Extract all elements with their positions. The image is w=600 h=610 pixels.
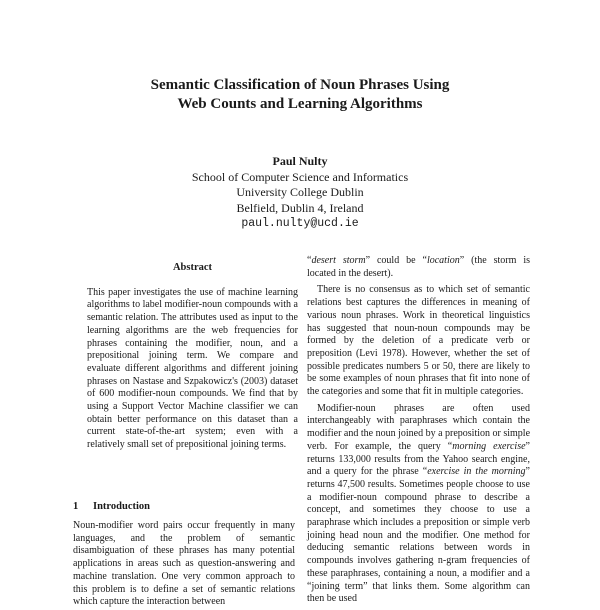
abstract-text: This paper investigates the use of machine learning algorithms to label modifier-noun compounds with a semantic relation. The attributes used as input to the learning algorithms are the web frequencies for phrases containing the modifier, noun, and a prepositional joining term. We compare and evaluate different algorithms and different joining phrases on Nastase and Szpakowicz's (2003) dataset of 600 modifier-noun compounds. We find that by using a Support Vector Machine classifier we can obtain better performance on this dataset than a current state-of-the-art system; even with a relatively small set of prepositional joining terms. bbox=[87, 286, 298, 451]
affiliation-line-3: Belfield, Dublin 4, Ireland bbox=[236, 200, 364, 215]
affiliation-line-2: University College Dublin bbox=[236, 185, 364, 199]
abstract-heading: Abstract bbox=[172, 262, 213, 273]
title-line-1: Semantic Classification of Noun Phrases Using bbox=[150, 77, 450, 93]
quote-exercise-in-the-morning: exercise in the morning bbox=[427, 466, 526, 478]
author-email: paul.nulty@ucd.ie bbox=[241, 217, 359, 230]
paper-title bbox=[60, 76, 540, 114]
quote-desert-storm: desert storm bbox=[311, 255, 366, 266]
right-column bbox=[307, 255, 530, 610]
paragraph-3 bbox=[307, 403, 530, 606]
paragraph-1: “desert storm” could be “location” (the storm is located in the desert). bbox=[307, 255, 530, 279]
abstract-section bbox=[87, 262, 298, 452]
p3-part-c: ” returns 47,500 results. Sometimes people choose to use a modifier-noun compound phrase to describe a concept, and sometimes they choose to use a paraphrase which includes a preposition or simple verb joining head noun and the modifier. One method for deducing semantic relations between words in compounds involves gathering n-gram frequencies of these paraphrases, containing a noun, a modifier and a “joining term” that links them. Some algorithm can then be used bbox=[307, 466, 530, 605]
quote-location: location bbox=[426, 255, 460, 266]
introduction-text: Noun-modifier word pairs occur frequently in many languages, and the problem of semantic disambiguation of these phrases has many potential applications in areas such as question-answering and machine translation. One very common approach to this problem is to define a set of semantic relations which capture the interaction between bbox=[73, 520, 295, 608]
paragraph-2: There is no consensus as to which set of semantic relations best captures the differences in meaning of various noun phrases. Work in theoretical linguistics has suggested that noun-noun compounds may be formed by the deletion of a predicate verb or preposition (Levi 1978). However, whether the set of possible predicates numbers 5 or 50, there are likely to be some examples of noun phrases that fit into none of the categories and some that fit in multiple categories. bbox=[307, 284, 530, 398]
author-name: Paul Nulty bbox=[272, 154, 328, 168]
affiliation-line-1: School of Computer Science and Informatics bbox=[191, 169, 409, 184]
section-number: 1 bbox=[73, 501, 79, 512]
introduction-heading bbox=[73, 501, 150, 512]
quote-morning-exercise: morning exercise bbox=[452, 440, 526, 452]
p1-mid: ” could be “ bbox=[365, 255, 427, 266]
section-title: Introduction bbox=[93, 501, 150, 512]
p3-part-a: Modifier-noun phrases are often used interchangeably with paraphrases which contain the modifier and the noun joined by a preposition or simple verb. For example, the query “ bbox=[307, 402, 531, 452]
title-line-2: Web Counts and Learning Algorithms bbox=[177, 96, 423, 112]
p1-end: ” (the storm is located in the desert). bbox=[307, 255, 530, 279]
p3-part-b: ” returns 133,000 results from the Yahoo search engine, and a query for the phrase “ bbox=[307, 440, 530, 478]
author-block bbox=[60, 154, 540, 232]
